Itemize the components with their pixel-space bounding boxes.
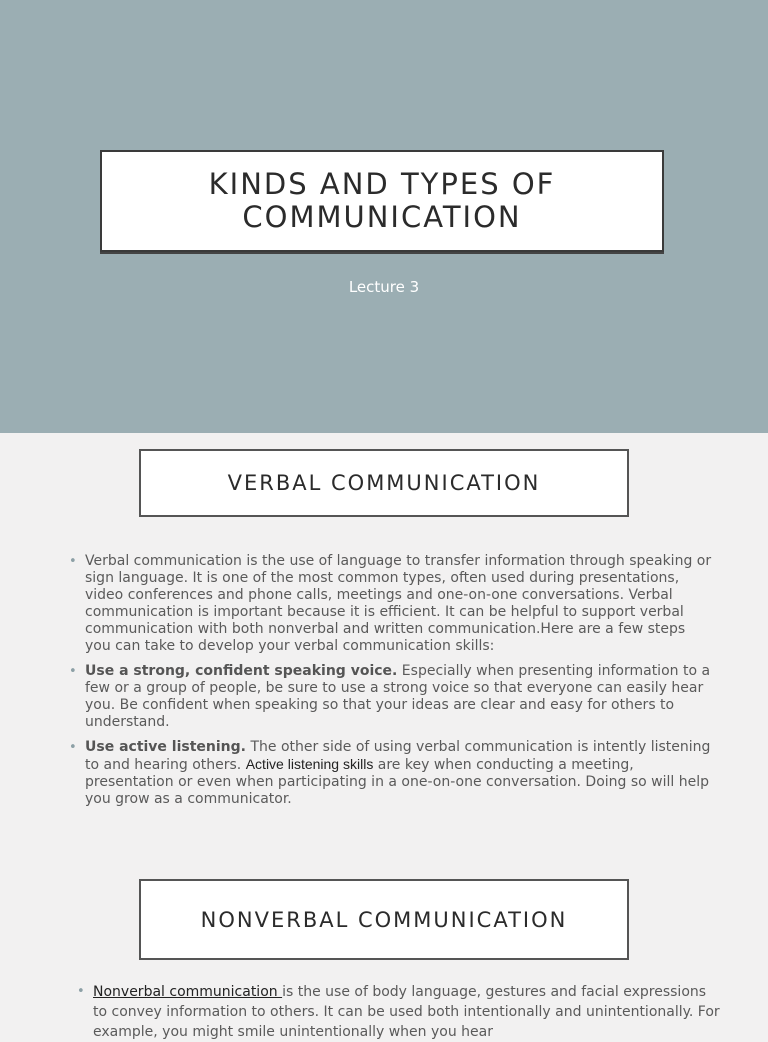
list-item <box>85 553 715 655</box>
verbal-bullet-list <box>85 553 715 816</box>
bullet-text: Especially when presenting information to a few or a group of people, be sure to use a strong voice so that everyone can easily hear you. Be confident when speaking so that your ideas are clear and easy for others to understand. <box>85 663 711 730</box>
list-item <box>85 739 715 808</box>
slide-title: KINDS AND TYPES OF COMMUNICATION <box>208 167 556 234</box>
nonverbal-communication-slide <box>0 863 768 1040</box>
bullet-bold: Use a strong, confident speaking voice. <box>85 663 398 679</box>
bullet-text: Verbal communication is the use of language to transfer information through speaking or sign language. It is one of the most common types, often used during presentations, video conferences and phone calls, meetings and one-on-one conversations. Verbal communication is important because it is efficient. It can be helpful to support verbal communication with both nonverbal and written communication.Here are a few steps you can take to develop your verbal communication skills: <box>85 553 712 654</box>
title-box <box>100 150 664 252</box>
bullet-text: The other side of using verbal communication is intently listening to and hearing others. <box>85 739 711 773</box>
title-slide <box>0 0 768 433</box>
slide-subtitle: Lecture 3 <box>348 278 420 296</box>
nonverbal-communication-link[interactable]: Nonverbal communication <box>93 984 283 1000</box>
nonverbal-heading: NONVERBAL COMMUNICATION <box>139 879 629 960</box>
verbal-heading: VERBAL COMMUNICATION <box>139 449 629 517</box>
bullet-bold: Use active listening. <box>85 739 246 755</box>
nonverbal-bullet-list <box>93 982 723 1042</box>
list-item <box>93 982 723 1042</box>
active-listening-link[interactable]: Active listening skills <box>245 756 374 772</box>
list-item <box>85 663 715 731</box>
bullet-text: is the use of body language, gestures and facial expressions to convey information to others. It can be used both intentionally and unintentionally. For example, you might smile unintentionally when you hear <box>93 984 720 1040</box>
bullet-text: are key when conducting a meeting, presentation or even when participating in a one-on-one conversation. Doing so will help you grow as a communicator. <box>85 757 709 807</box>
verbal-communication-slide <box>0 433 768 863</box>
